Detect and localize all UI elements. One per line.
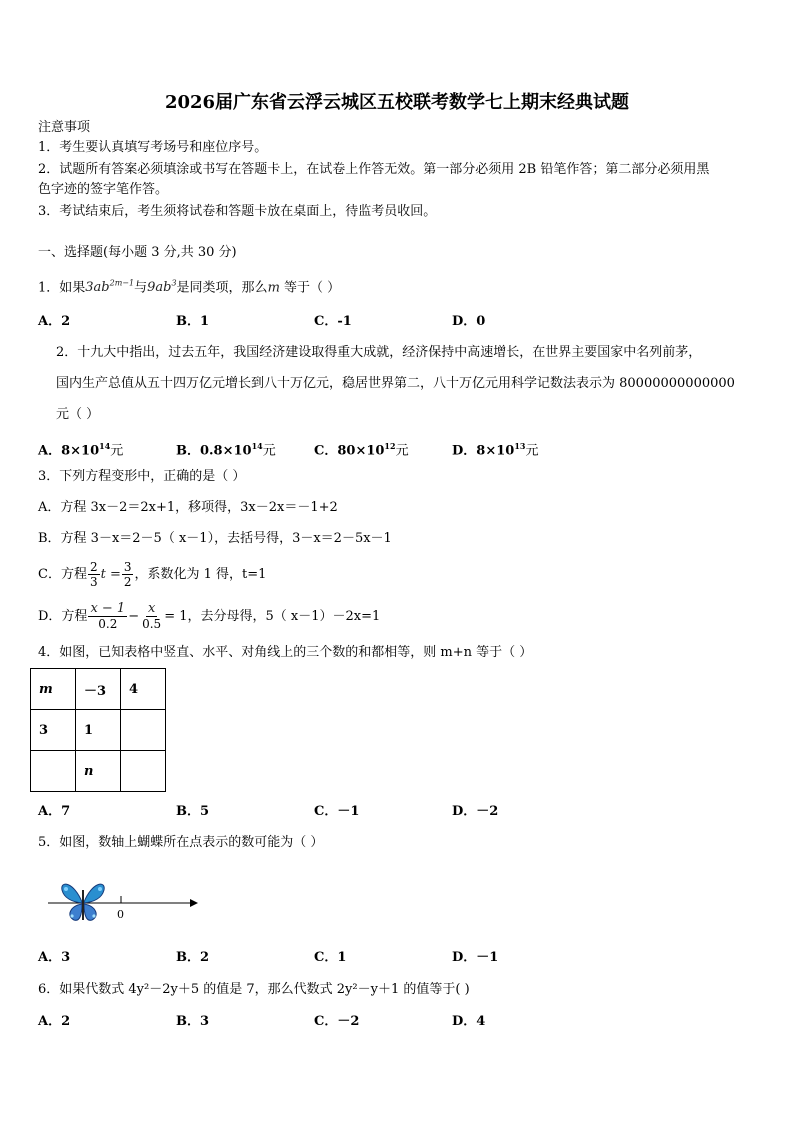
question-4-stem: 4．如图，已知表格中竖直、水平、对角线上的三个数的和都相等，则 m+n 等于（ ） <box>38 645 533 660</box>
q5-option-d: D．－1 <box>452 950 499 965</box>
q4-option-c: C．－1 <box>314 804 360 819</box>
question-3-stem: 3．下列方程变形中，正确的是（ ） <box>38 469 246 484</box>
notice-item: 3．考试结束后，考生须将试卷和答题卡放在桌面上，待监考员收回。 <box>38 204 437 219</box>
table-cell: n <box>76 751 121 792</box>
zero-label: 0 <box>117 908 124 921</box>
q4-option-b: B．5 <box>176 804 210 819</box>
q6-option-d: D．4 <box>452 1014 486 1029</box>
q4-option-d: D．－2 <box>452 804 499 819</box>
question-2-line: 元（ ） <box>56 407 100 422</box>
q5-option-c: C．1 <box>314 950 347 965</box>
q2-option-d: D．$8\times 10^{13}$元 <box>452 441 539 459</box>
q1-option-b: B．1 <box>176 314 210 329</box>
arrow-icon <box>190 899 198 907</box>
question-6-stem: 6．如果代数式 4y²－2y＋5 的值是 7，那么代数式 2y²－y＋1 的值等于( ) <box>38 982 470 997</box>
q6-option-a: A．2 <box>38 1014 71 1029</box>
table-row <box>31 669 166 710</box>
table-cell: m <box>31 669 76 710</box>
table-cell: 4 <box>121 669 166 710</box>
q1-option-d: D．0 <box>452 314 486 329</box>
notice-item: 色字迹的签字笔作答。 <box>38 182 169 197</box>
question-2-line: 2．十九大中指出，过去五年，我国经济建设取得重大成就，经济保持中高速增长，在世界主要国家中名列前茅， <box>56 345 702 360</box>
q3-option-c: C．方程 $\frac{2}{3}$ t = $\frac{3}{2}$ ，系数化为 1 得，t=1 <box>38 560 267 589</box>
question-1-stem: 1．如果$3ab^{2m-1}$与$9ab^3$是同类项，那么m 等于（ ） <box>38 279 341 296</box>
notice-item: 1．考生要认真填写考场号和座位序号。 <box>38 140 268 155</box>
table-row <box>31 751 166 792</box>
notice-heading: 注意事项 <box>38 120 91 135</box>
question-2-line: 国内生产总值从五十四万亿元增长到八十万亿元，稳居世界第二，八十万亿元用科学记数法表示为 80000000000000 <box>56 376 735 391</box>
q3-option-d: D．方程 $\frac{x - 1}{0.2}$ − $\frac{x}{0.5}$ = 1，去分母得，5（ x－1）－2x=1 <box>38 601 381 631</box>
table-cell: 3 <box>31 710 76 751</box>
q3-option-a: A．方程 3x－2＝2x+1，移项得，3x－2x＝－1+2 <box>38 500 338 515</box>
page-title: 2026届广东省云浮云城区五校联考数学七上期末经典试题 <box>164 92 630 113</box>
table-cell <box>31 751 76 792</box>
q2-option-c: C．$80\times 10^{12}$元 <box>314 441 409 459</box>
q5-option-b: B．2 <box>176 950 210 965</box>
section-heading: 一、选择题(每小题 3 分,共 30 分) <box>38 245 237 260</box>
table-cell: 1 <box>76 710 121 751</box>
table-cell <box>121 751 166 792</box>
q2-option-a: A．$8\times 10^{14}$元 <box>38 441 124 459</box>
q2-option-b: B．$0.8\times 10^{14}$元 <box>176 441 276 459</box>
q6-option-c: C．－2 <box>314 1014 360 1029</box>
magic-square-table <box>30 668 166 792</box>
notice-item: 2．试题所有答案必须填涂或书写在答题卡上，在试卷上作答无效。第一部分必须用 2B 铅笔作答；第二部分必须用黑 <box>38 162 710 177</box>
q6-option-b: B．3 <box>176 1014 210 1029</box>
q4-option-a: A．7 <box>38 804 71 819</box>
butterfly-icon <box>62 884 104 920</box>
q1-option-a: A．2 <box>38 314 71 329</box>
table-cell <box>121 710 166 751</box>
q5-option-a: A．3 <box>38 950 71 965</box>
number-line-figure <box>44 876 204 926</box>
question-5-stem: 5．如图，数轴上蝴蝶所在点表示的数可能为（ ） <box>38 835 324 850</box>
q1-option-c: C．-1 <box>314 314 352 329</box>
q3-option-b: B．方程 3－x＝2－5（ x－1），去括号得，3－x＝2－5x－1 <box>38 531 392 546</box>
table-cell: －3 <box>76 669 121 710</box>
table-row <box>31 710 166 751</box>
